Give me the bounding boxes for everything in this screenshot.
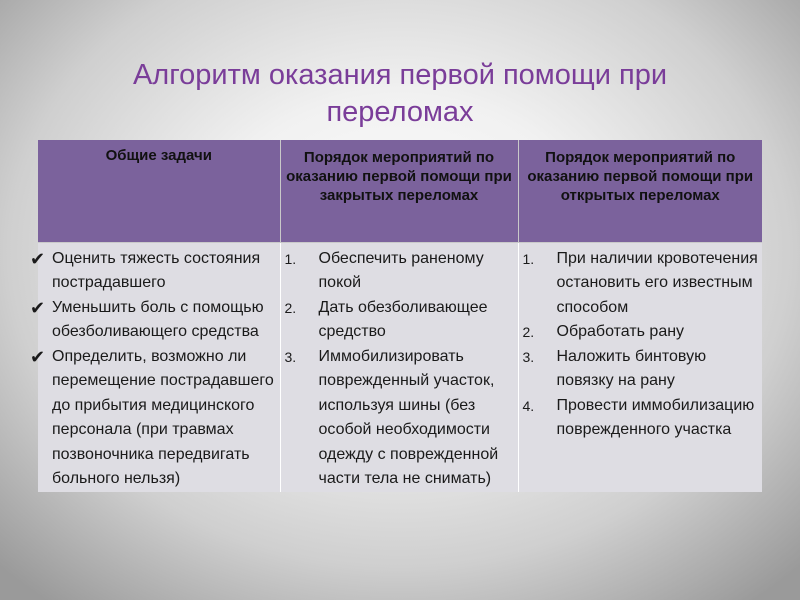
closed-fracture-cell (280, 242, 518, 492)
list-item (30, 345, 276, 492)
list-item (522, 247, 759, 321)
first-aid-table (30, 140, 762, 492)
step-text: Обеспечить раненому покой (318, 249, 484, 291)
open-fracture-steps (523, 247, 759, 443)
list-item (284, 296, 514, 345)
general-task-text: Определить, возможно ли перемещение пострадавшего до прибытия медицинского персонала (при травмах позвоночника передвигать больного нельзя) (52, 347, 274, 487)
header-closed-fractures: Порядок мероприятий по оказанию первой помощи при закрытых переломах (280, 140, 518, 242)
header-general-tasks: Общие задачи (38, 140, 280, 242)
checkmark-icon: ✔ (30, 346, 46, 367)
step-text: Дать обезболивающее средство (318, 298, 488, 340)
checkmark-icon: ✔ (30, 248, 46, 269)
closed-fracture-steps (285, 247, 514, 492)
table-header-row (38, 140, 762, 242)
list-item (30, 247, 276, 296)
general-task-text: Уменьшить боль с помощью обезболивающего средства (52, 298, 264, 340)
step-text: Наложить бинтовую повязку на рану (556, 347, 707, 389)
step-number: 1. (284, 250, 297, 267)
step-number: 2. (284, 299, 297, 316)
checkmark-icon: ✔ (30, 297, 46, 318)
general-tasks-cell (30, 242, 280, 492)
first-aid-table-container (30, 140, 762, 600)
general-task-text: Оценить тяжесть состояния пострадавшего (52, 249, 261, 291)
header-open-fractures: Порядок мероприятий по оказанию первой помощи при открытых переломах (518, 140, 762, 242)
step-number: 3. (284, 348, 297, 365)
step-text: Провести иммобилизацию поврежденного участка (556, 396, 755, 438)
list-item (522, 345, 759, 394)
slide-title-line-2: переломах (326, 96, 474, 129)
general-tasks-list (30, 247, 276, 492)
step-text: Иммобилизировать поврежденный участок, используя шины (без особой необходимости одежду с поврежденной части тела не снимать) (318, 347, 499, 487)
step-number: 3. (522, 348, 535, 365)
step-number: 1. (522, 250, 535, 267)
list-item (522, 394, 759, 443)
list-item (522, 320, 759, 345)
list-item (284, 247, 514, 296)
list-item (284, 345, 514, 492)
step-text: При наличии кровотечения остановить его известным способом (556, 249, 758, 316)
open-fracture-cell (518, 242, 762, 492)
slide-title (60, 57, 740, 131)
table-row (38, 242, 762, 492)
slide-title-line-1: Алгоритм оказания первой помощи при (132, 59, 668, 92)
step-number: 2. (522, 324, 535, 340)
step-number: 4. (522, 397, 535, 414)
list-item (30, 296, 276, 345)
step-text: Обработать рану (556, 323, 685, 340)
